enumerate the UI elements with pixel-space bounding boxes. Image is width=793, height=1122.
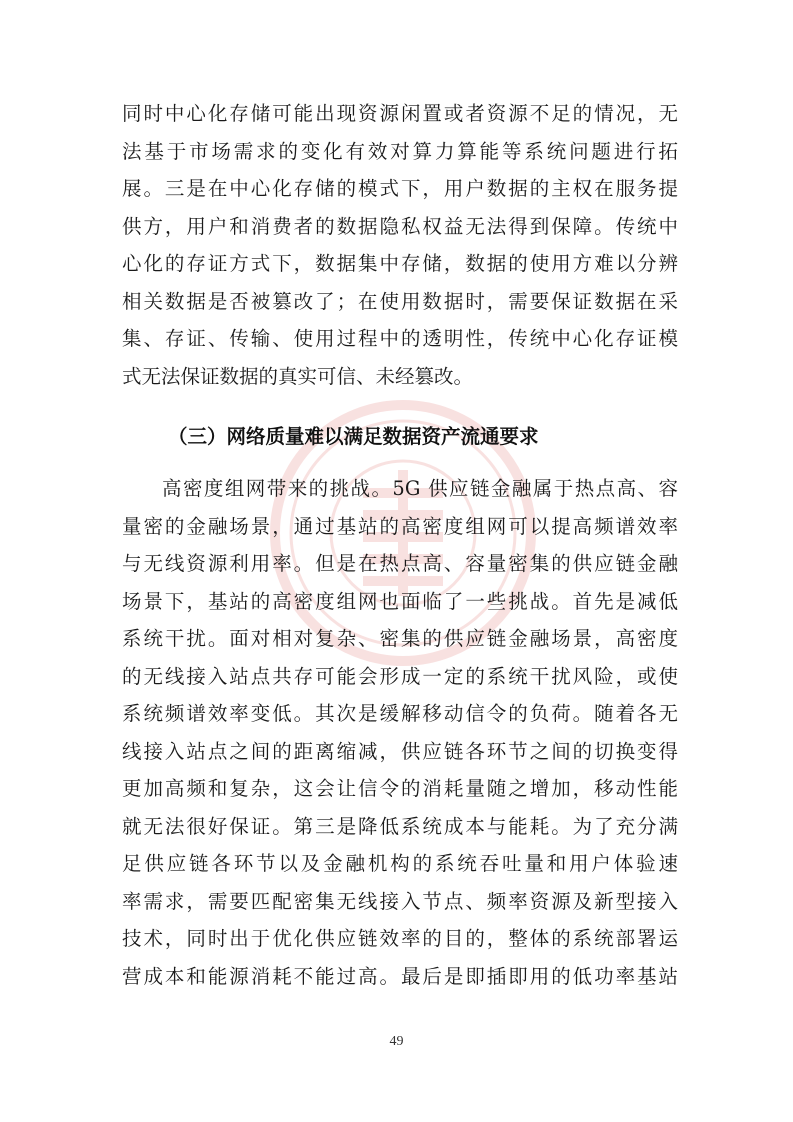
text-line: 心化的存证方式下，数据集中存储，数据的使用方难以分辨 [122,252,678,275]
text-line: 量密的金融场景，通过基站的高密度组网可以提高频谱效率 [122,514,678,538]
section-heading: （三）网络质量难以满足数据资产流通要求 [168,425,539,448]
text-line: 系统频谱效率变低。其次是缓解移动信令的负荷。随着各无 [122,702,678,725]
text-line: 技术，同时出于优化供应链效率的目的，整体的系统部署运 [122,927,678,950]
text-line: 系统干扰。面对相对复杂、密集的供应链金融场景，高密度 [122,627,678,650]
text-line: 的无线接入站点共存可能会形成一定的系统干扰风险，或使 [122,664,678,688]
text-line: 展。三是在中心化存储的模式下，用户数据的主权在服务提 [122,177,678,200]
text-line: 更加高频和复杂，这会让信令的消耗量随之增加，移动性能 [122,777,678,800]
text-line: 就无法很好保证。第三是降低系统成本与能耗。为了充分满 [122,814,678,838]
page-number: 49 [389,1034,404,1049]
text-line: 与无线资源利用率。但是在热点高、容量密集的供应链金融 [122,552,678,575]
text-line: 同时中心化存储可能出现资源闲置或者资源不足的情况，无 [122,102,678,125]
paragraph-2 [122,470,678,995]
text-line: 场景下，基站的高密度组网也面临了一些挑战。首先是减低 [122,589,678,613]
text-line: 集、存证、传输、使用过程中的透明性，传统中心化存证模 [122,327,678,350]
paragraph-1 [122,95,678,395]
text-line: 式无法保证数据的真实可信、未经篡改。 [122,364,474,388]
text-line: 供方，用户和消费者的数据隐私权益无法得到保障。传统中 [122,214,678,238]
text-line: 高密度组网带来的挑战。5G 供应链金融属于热点高、容 [162,477,678,500]
text-line: 法基于市场需求的变化有效对算力算能等系统问题进行拓 [122,139,678,163]
text-line: 足供应链各环节以及金融机构的系统吞吐量和用户体验速 [122,852,678,875]
text-line: 相关数据是否被篡改了；在使用数据时，需要保证数据在采 [122,289,678,313]
text-line: 线接入站点之间的距离缩减，供应链各环节之间的切换变得 [122,739,678,763]
text-line: 率需求，需要匹配密集无线接入节点、频率资源及新型接入 [122,889,678,913]
text-line: 营成本和能源消耗不能过高。最后是即插即用的低功率基站 [122,964,678,988]
